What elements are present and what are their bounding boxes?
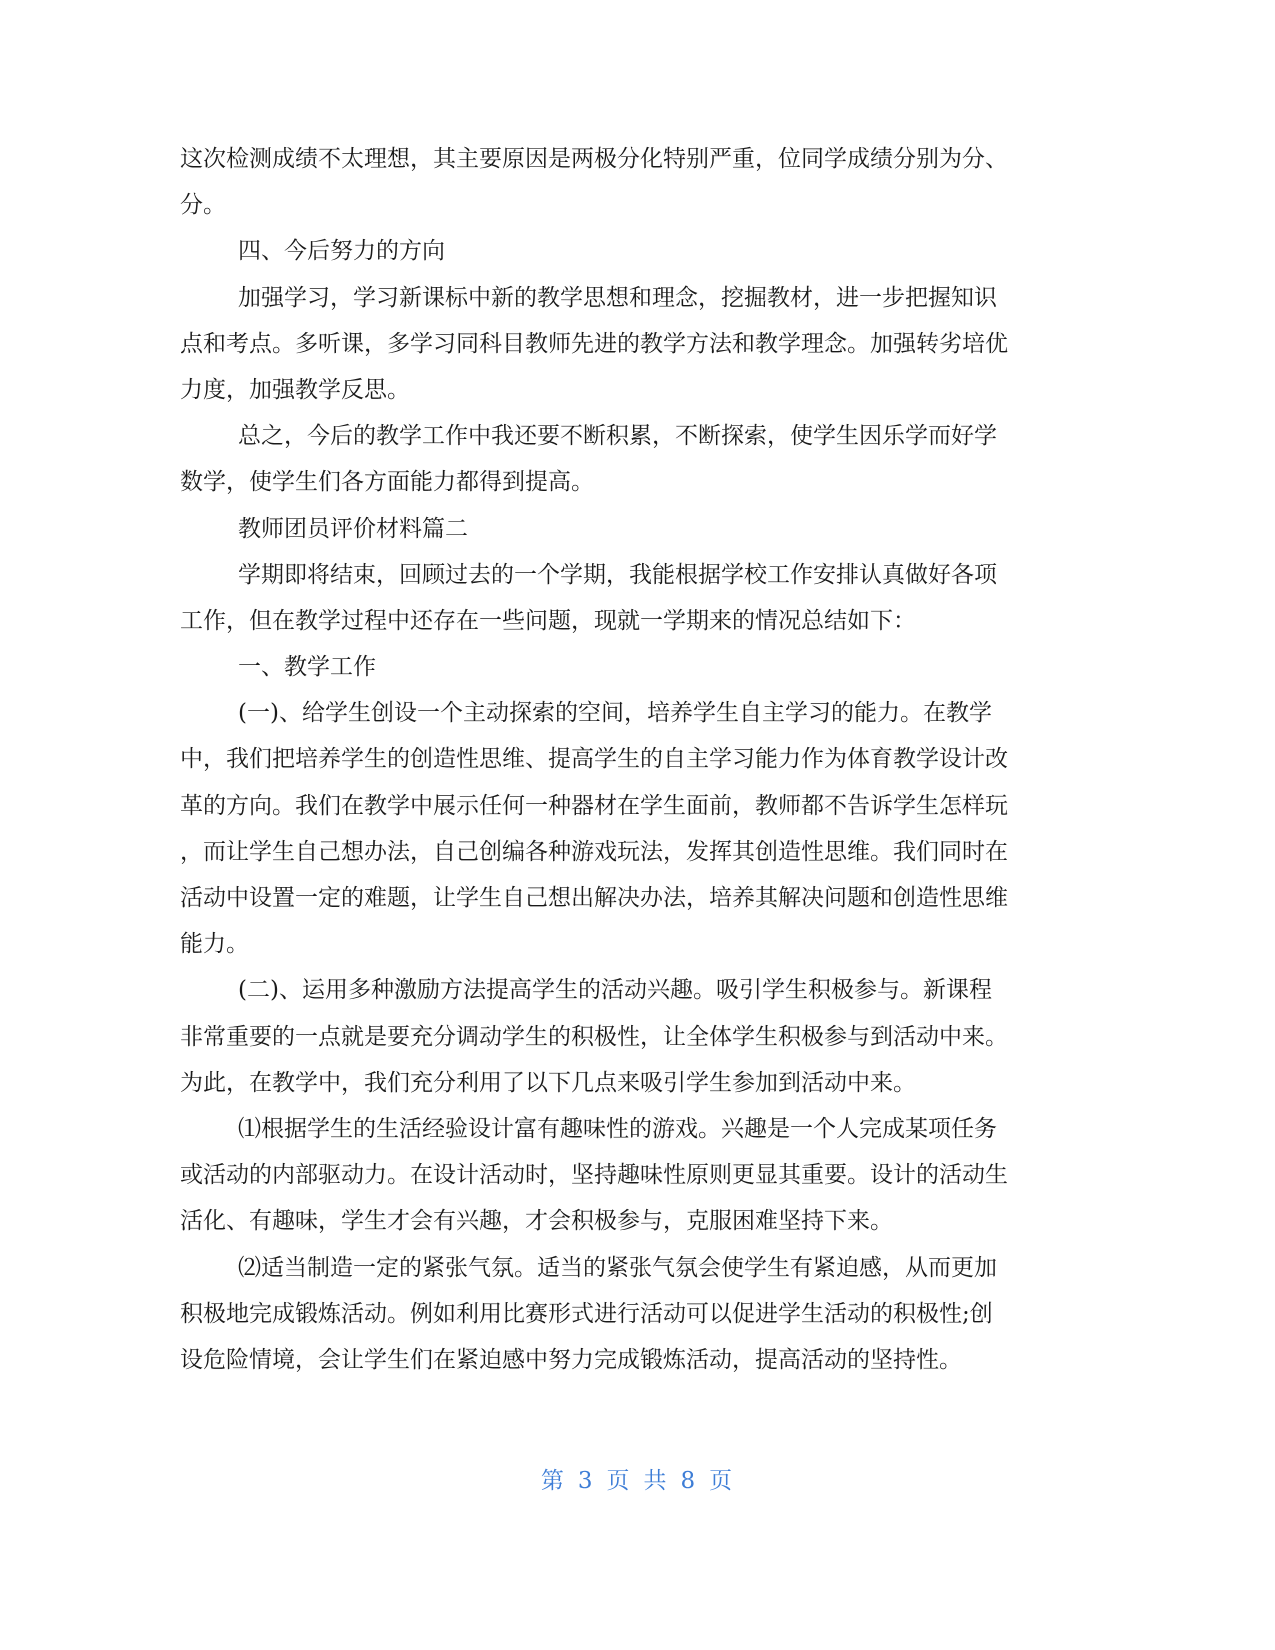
text-line: 总之，今后的教学工作中我还要不断积累，不断探索，使学生因乐学而好学 [238, 423, 997, 450]
text-line: (二)、运用多种激励方法提高学生的活动兴趣。吸引学生积极参与。新课程 [238, 977, 992, 1004]
text-line: (一)、给学生创设一个主动探索的空间，培养学生自主学习的能力。在教学 [238, 700, 992, 727]
footer-page-current: 3 [577, 1468, 595, 1494]
text-line: 中，我们把培养学生的创造性思维、提高学生的自主学习能力作为体育教学设计改 [180, 746, 1008, 773]
footer-page-total: 8 [680, 1468, 698, 1494]
text-line: 积极地完成锻炼活动。例如利用比赛形式进行活动可以促进学生活动的积极性;创 [180, 1300, 993, 1327]
text-line: ⑵适当制造一定的紧张气氛。适当的紧张气氛会使学生有紧迫感，从而更加 [238, 1254, 997, 1281]
text-line: ⑴根据学生的生活经验设计富有趣味性的游戏。兴趣是一个人完成某项任务 [238, 1115, 997, 1142]
text-line: 教师团员评价材料篇二 [238, 515, 468, 542]
text-line: 或活动的内部驱动力。在设计活动时，坚持趣味性原则更显其重要。设计的活动生 [180, 1162, 1008, 1189]
text-line: 学期即将结束，回顾过去的一个学期，我能根据学校工作安排认真做好各项 [238, 561, 997, 588]
text-line: 数学，使学生们各方面能力都得到提高。 [180, 469, 594, 496]
text-line: 能力。 [180, 931, 249, 958]
footer-page-word: 第 [540, 1468, 566, 1494]
footer-page-unit: 页 [606, 1468, 632, 1494]
page-footer [0, 1462, 1275, 1495]
text-line: 一、教学工作 [238, 654, 376, 681]
footer-total-word: 共 [643, 1468, 669, 1494]
footer-total-unit: 页 [709, 1468, 735, 1494]
text-line: 四、今后努力的方向 [238, 238, 445, 265]
text-line: 分。 [180, 192, 226, 219]
document-body [180, 136, 1060, 1383]
text-line: 非常重要的一点就是要充分调动学生的积极性，让全体学生积极参与到活动中来。 [180, 1023, 1008, 1050]
text-line: 这次检测成绩不太理想，其主要原因是两极分化特别严重，位同学成绩分别为分、 [180, 146, 1008, 172]
text-line: 为此，在教学中，我们充分利用了以下几点来吸引学生参加到活动中来。 [180, 1069, 916, 1096]
text-line: 设危险情境，会让学生们在紧迫感中努力完成锻炼活动，提高活动的坚持性。 [180, 1346, 962, 1373]
text-line: 活动中设置一定的难题，让学生自己想出解决办法，培养其解决问题和创造性思维 [180, 885, 1008, 911]
text-line: 活化、有趣味，学生才会有兴趣，才会积极参与，克服困难坚持下来。 [180, 1208, 893, 1235]
text-line: 加强学习，学习新课标中新的教学思想和理念，挖掘教材，进一步把握知识 [238, 284, 997, 311]
text-line: 工作，但在教学过程中还存在一些问题，现就一学期来的情况总结如下： [180, 607, 916, 634]
text-line: ，而让学生自己想办法，自己创编各种游戏玩法，发挥其创造性思维。我们同时在 [180, 838, 1008, 865]
text-line: 力度，加强教学反思。 [180, 376, 410, 403]
text-line: 点和考点。多听课，多学习同科目教师先进的教学方法和教学理念。加强转劣培优 [180, 330, 1008, 357]
text-line: 革的方向。我们在教学中展示任何一种器材在学生面前，教师都不告诉学生怎样玩 [180, 792, 1008, 819]
